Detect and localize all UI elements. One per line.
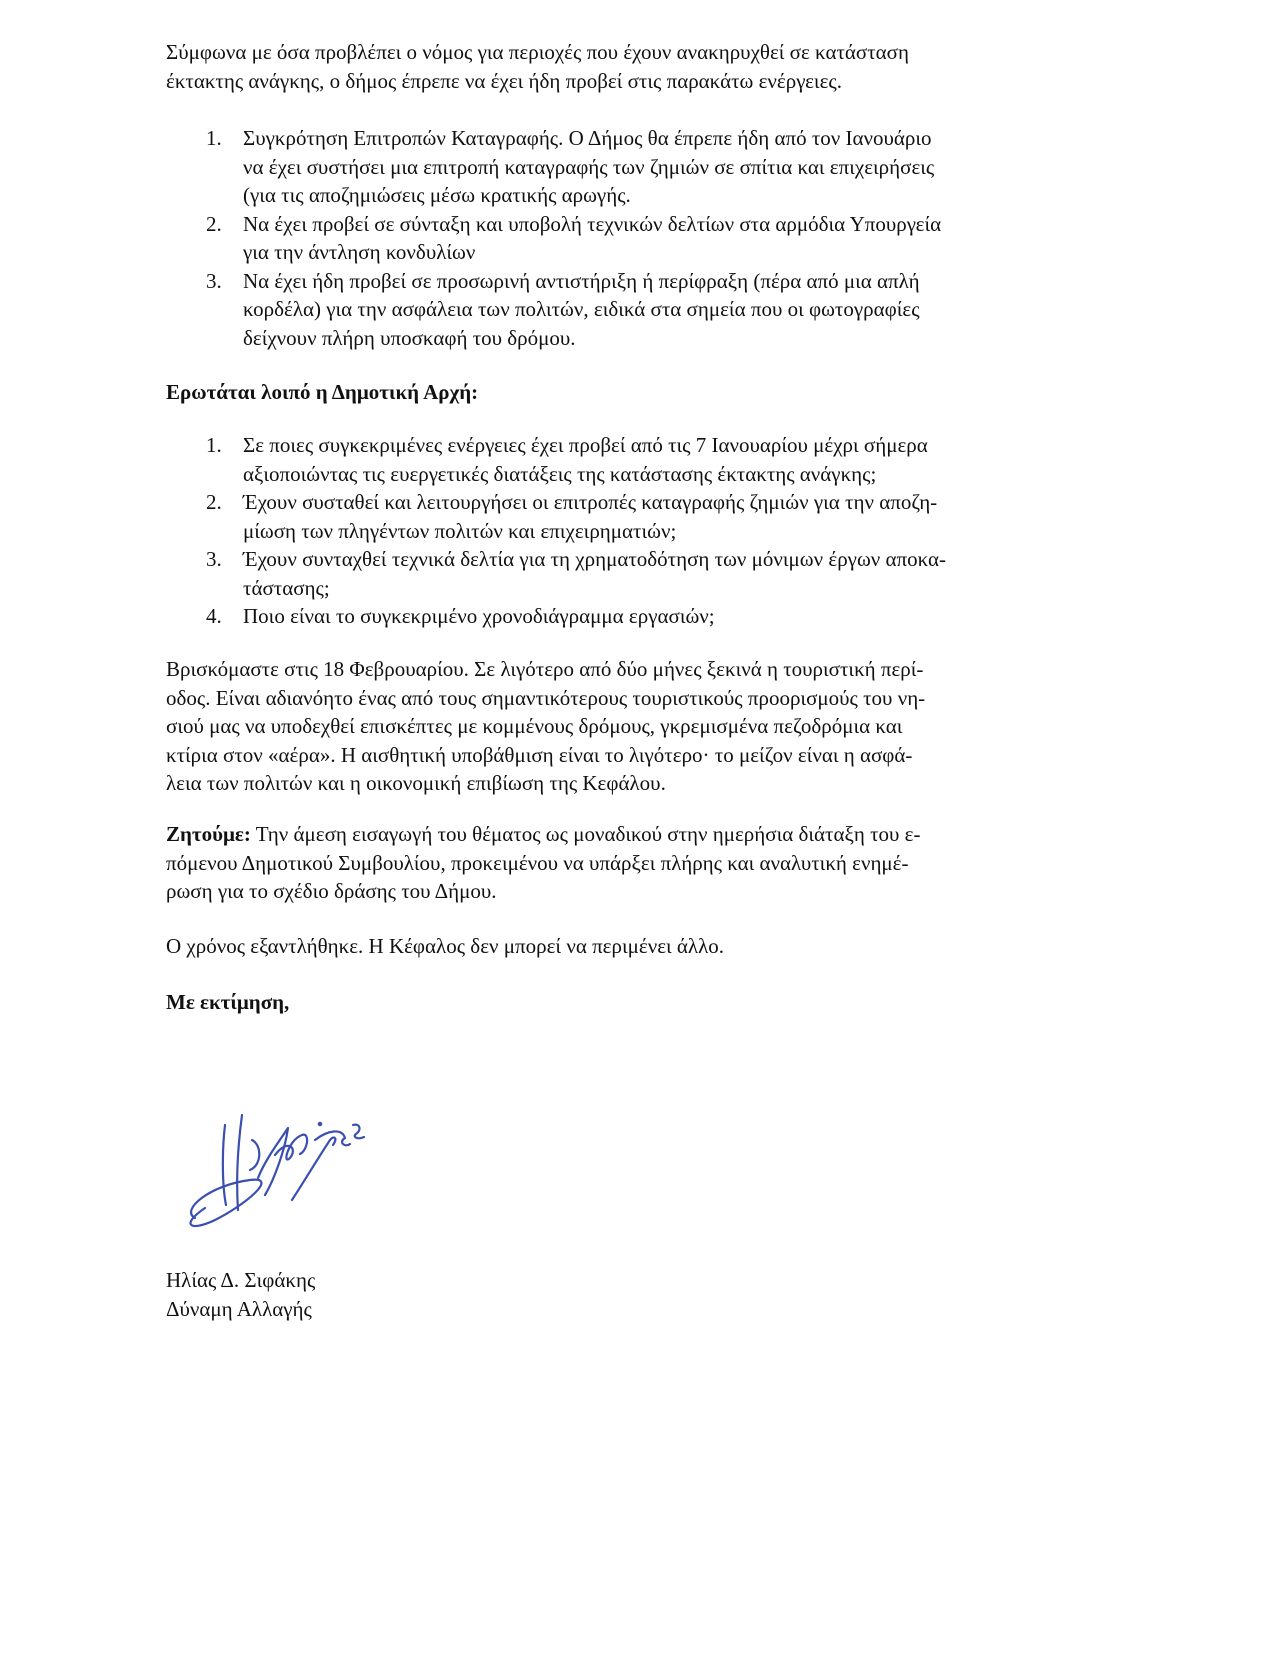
required-actions-list (166, 124, 1096, 352)
question-heading (166, 378, 1096, 407)
list-line: κορδέλα) για την ασφάλεια των πολιτών, ειδικά στα σημεία που οι φωτογραφίες (243, 297, 920, 321)
list-number: 4. (206, 604, 222, 628)
list-line: Να έχει ήδη προβεί σε προσωρινή αντιστήριξη ή περίφραξη (πέρα από μια απλή (243, 268, 920, 293)
list-number: 1. (206, 126, 222, 150)
paragraph-line: ρωση για το σχέδιο δράσης του Δήμου. (166, 879, 497, 903)
action-item-3 (166, 267, 1096, 353)
paragraph-line: οδος. Είναι αδιανόητο ένας από τους σημαντικότερους τουριστικούς προορισμούς του νη- (166, 685, 926, 710)
list-line: Συγκρότηση Επιτροπών Καταγραφής. Ο Δήμος θα έπρεπε ήδη από τον Ιανουάριο (243, 126, 932, 150)
question-item-4 (166, 602, 1096, 631)
action-item-1 (166, 124, 1096, 210)
list-line: Έχουν συνταχθεί τεχνικά δελτία για τη χρηματοδότηση των μόνιμων έργων αποκα- (243, 547, 947, 571)
list-number: 2. (206, 490, 222, 514)
list-number: 2. (206, 211, 222, 236)
action-item-2 (166, 210, 1096, 267)
signatory-organization: Δύναμη Αλλαγής (166, 1296, 312, 1321)
list-number: 3. (206, 268, 222, 293)
demand-first-line (166, 820, 1096, 849)
list-line: τάστασης; (243, 575, 330, 600)
list-line: να έχει συστήσει μια επιτροπή καταγραφής των ζημιών σε σπίτια και επιχειρήσεις (243, 154, 935, 179)
question-item-3 (166, 545, 1096, 602)
sign-off-text: Με εκτίμηση, (166, 990, 290, 1014)
question-item-1 (166, 431, 1096, 488)
closing-statement-text: Ο χρόνος εξαντλήθηκε. Η Κέφαλος δεν μπορεί να περιμένει άλλο. (166, 934, 725, 958)
paragraph-line: λεια των πολιτών και η οικονομική επιβίωση της Κεφάλου. (166, 771, 666, 795)
question-item-2 (166, 488, 1096, 545)
list-line: αξιοποιώντας τις ευεργετικές διατάξεις της κατάστασης έκτακτης ανάγκης; (243, 461, 877, 486)
list-line: για την άντληση κονδυλίων (243, 240, 476, 264)
demand-label: Ζητούμε: (166, 822, 251, 846)
list-line: (για τις αποζημιώσεις μέσω κρατικής αρωγής. (243, 183, 631, 207)
handwritten-signature-icon (170, 1110, 370, 1240)
list-line: Σε ποιες συγκεκριμένες ενέργειες έχει προβεί από τις 7 Ιανουαρίου μέχρι σήμερα (243, 433, 928, 457)
intro-line: Σύμφωνα με όσα προβλέπει ο νόμος για περιοχές που έχουν ανακηρυχθεί σε κατάσταση (166, 40, 909, 64)
list-line: δείχνουν πλήρη υποσκαφή του δρόμου. (243, 325, 576, 350)
list-line: μίωση των πληγέντων πολιτών και επιχειρηματιών; (243, 518, 677, 543)
list-line: Ποιο είναι το συγκεκριμένο χρονοδιάγραμμα εργασιών; (243, 604, 715, 628)
list-line: Έχουν συσταθεί και λειτουργήσει οι επιτροπές καταγραφής ζημιών για την αποζη- (243, 490, 938, 514)
intro-paragraph (166, 38, 1096, 95)
intro-line: έκτακτης ανάγκης, ο δήμος έπρεπε να έχει ήδη προβεί στις παρακάτω ενέργειες. (166, 68, 842, 93)
situation-paragraph (166, 655, 1096, 798)
paragraph-line: πόμενου Δημοτικού Συμβουλίου, προκειμένου να υπάρξει πλήρης και αναλυτική ενημέ- (166, 850, 909, 875)
paragraph-line: σιού μας να υποδεχθεί επισκέπτες με κομμένους δρόμους, γκρεμισμένα πεζοδρόμια και (166, 714, 903, 738)
list-number: 3. (206, 547, 222, 571)
signatory-block (166, 1266, 1096, 1323)
paragraph-line: Βρισκόμαστε στις 18 Φεβρουαρίου. Σε λιγότερο από δύο μήνες ξεκινά η τουριστική περί- (166, 657, 924, 681)
demand-paragraph (166, 820, 1096, 906)
sign-off (166, 988, 1096, 1017)
questions-list (166, 431, 1096, 631)
paragraph-line: κτίρια στον «αέρα». Η αισθητική υποβάθμιση είναι το λιγότερο· το μείζον είναι η ασφά- (166, 742, 913, 767)
signatory-name: Ηλίας Δ. Σιφάκης (166, 1268, 316, 1292)
list-line: Να έχει προβεί σε σύνταξη και υποβολή τεχνικών δελτίων στα αρμόδια Υπουργεία (243, 211, 942, 236)
question-heading-text: Ερωτάται λοιπό η Δημοτική Αρχή: (166, 380, 479, 404)
list-number: 1. (206, 433, 222, 457)
demand-text: Την άμεση εισαγωγή του θέματος ως μοναδικού στην ημερήσια διάταξη του ε- (250, 822, 921, 846)
closing-statement (166, 932, 1096, 961)
